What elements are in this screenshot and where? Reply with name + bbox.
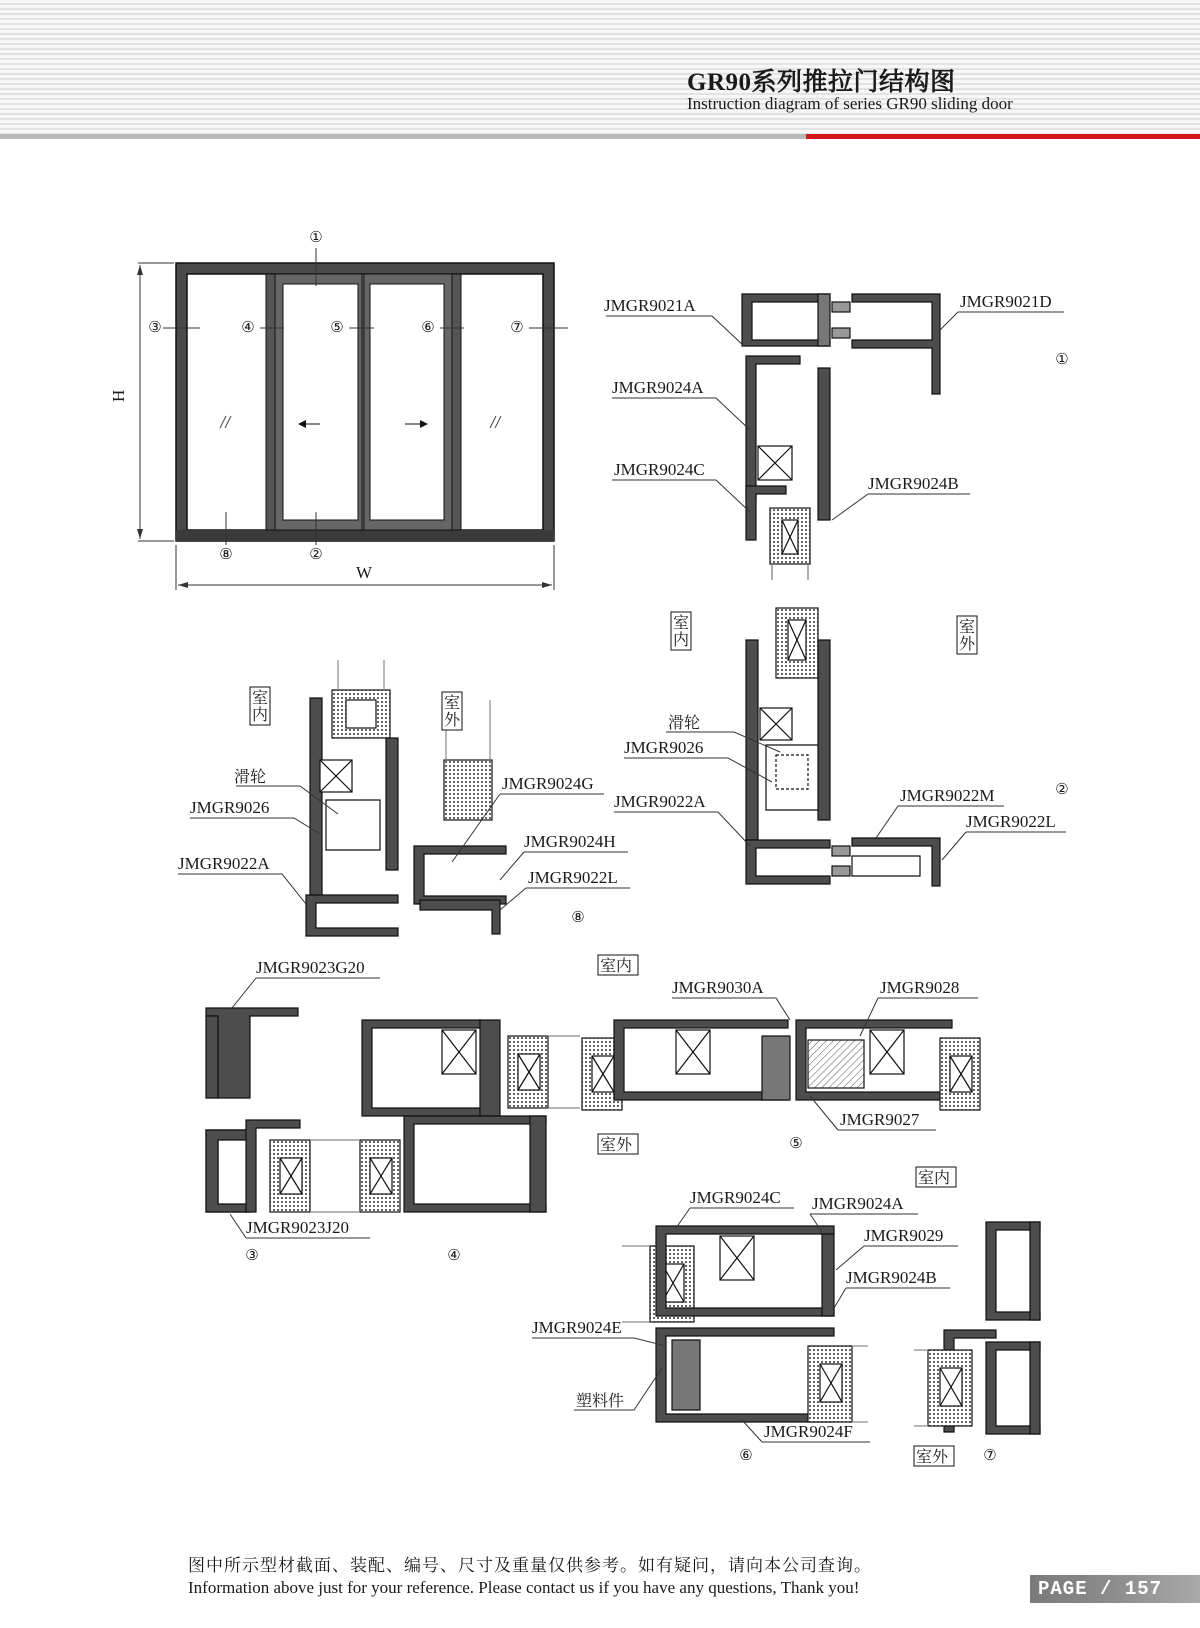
- label-9026-2: JMGR9026: [624, 738, 704, 757]
- section-2-sill: [746, 608, 940, 886]
- section-3-jamb: [206, 1008, 310, 1212]
- label-9024A-6: JMGR9024A: [812, 1194, 904, 1213]
- mark-2: ②: [309, 547, 323, 563]
- label-9026-8: JMGR9026: [190, 798, 270, 817]
- outdoor-tag-2a: 室外: [959, 617, 976, 653]
- mark-4: ④: [241, 320, 255, 336]
- label-9024E: JMGR9024E: [532, 1318, 622, 1337]
- indoor-tag-2a: 室内: [673, 613, 690, 649]
- label-9023G20: JMGR9023G20: [256, 958, 365, 977]
- section-mark-4: ④: [447, 1248, 461, 1264]
- mark-5: ⑤: [330, 320, 344, 336]
- mark-3: ③: [148, 320, 162, 336]
- label-9028: JMGR9028: [880, 978, 960, 997]
- mark-8: ⑧: [219, 547, 233, 563]
- label-9030A: JMGR9030A: [672, 978, 764, 997]
- label-9022L-8: JMGR9022L: [528, 868, 618, 887]
- section-mark-6: ⑥: [739, 1448, 753, 1464]
- label-9029: JMGR9029: [864, 1226, 944, 1245]
- section-7-jamb: [914, 1222, 1040, 1434]
- footer-note-en: Information above just for your reference. Please contact us if you have any questions, Thank you!: [188, 1578, 860, 1597]
- label-9024H: JMGR9024H: [524, 832, 616, 851]
- label-roller-8: 滑轮: [234, 767, 267, 786]
- page-title-cn: GR90系列推拉门结构图: [687, 69, 956, 96]
- label-9024C-6: JMGR9024C: [690, 1188, 781, 1207]
- label-9024B-1: JMGR9024B: [868, 474, 959, 493]
- label-9024C-1: JMGR9024C: [614, 460, 705, 479]
- mark-1: ①: [309, 230, 323, 246]
- label-9021D: JMGR9021D: [960, 292, 1052, 311]
- dim-h-label: H: [109, 389, 128, 402]
- section-mark-5: ⑤: [789, 1136, 803, 1152]
- mark-7: ⑦: [510, 320, 524, 336]
- mark-6: ⑥: [421, 320, 435, 336]
- section-1-head: [742, 294, 940, 580]
- section-6-interlock: [622, 1226, 868, 1422]
- indoor-tag-5: 室内: [600, 956, 633, 975]
- label-9022M: JMGR9022M: [900, 786, 995, 805]
- door-elevation: [137, 248, 568, 590]
- outdoor-tag-5: 室外: [600, 1135, 633, 1154]
- label-9022A-2: JMGR9022A: [614, 792, 706, 811]
- label-9024B-6: JMGR9024B: [846, 1268, 937, 1287]
- label-plastic-part: 塑料件: [576, 1391, 625, 1410]
- section-5-meeting-stile: [582, 1020, 980, 1110]
- section-mark-8: ⑧: [571, 910, 585, 926]
- label-9024G: JMGR9024G: [502, 774, 594, 793]
- outdoor-tag-7: 室外: [916, 1447, 949, 1466]
- outdoor-tag-8: 室外: [444, 693, 461, 729]
- section-mark-2: ②: [1055, 782, 1069, 798]
- indoor-tag-8: 室内: [252, 688, 269, 724]
- label-9023J20: JMGR9023J20: [246, 1218, 349, 1237]
- section-8-sill: [306, 660, 506, 936]
- dim-w-label: W: [356, 563, 373, 582]
- label-9027: JMGR9027: [840, 1110, 920, 1129]
- page-title-en: Instruction diagram of series GR90 sliding door: [687, 94, 1013, 113]
- section-mark-7: ⑦: [983, 1448, 997, 1464]
- label-9024F: JMGR9024F: [764, 1422, 853, 1441]
- indoor-tag-7: 室内: [918, 1168, 951, 1187]
- section-4-interlock: [310, 1020, 580, 1212]
- section-1-leaders: [606, 312, 1064, 520]
- page-number: PAGE / 157: [1038, 1578, 1163, 1600]
- label-9021A-1: JMGR9021A: [604, 296, 696, 315]
- label-roller-2: 滑轮: [668, 713, 701, 732]
- footer-note-cn: 图中所示型材截面、装配、编号、尺寸及重量仅供参考。如有疑问，请向本公司查询。: [188, 1556, 872, 1576]
- section-mark-1: ①: [1055, 352, 1069, 368]
- label-9024A-1: JMGR9024A: [612, 378, 704, 397]
- label-9022A-8: JMGR9022A: [178, 854, 270, 873]
- section-mark-3: ③: [245, 1248, 259, 1264]
- label-9022L-2: JMGR9022L: [966, 812, 1056, 831]
